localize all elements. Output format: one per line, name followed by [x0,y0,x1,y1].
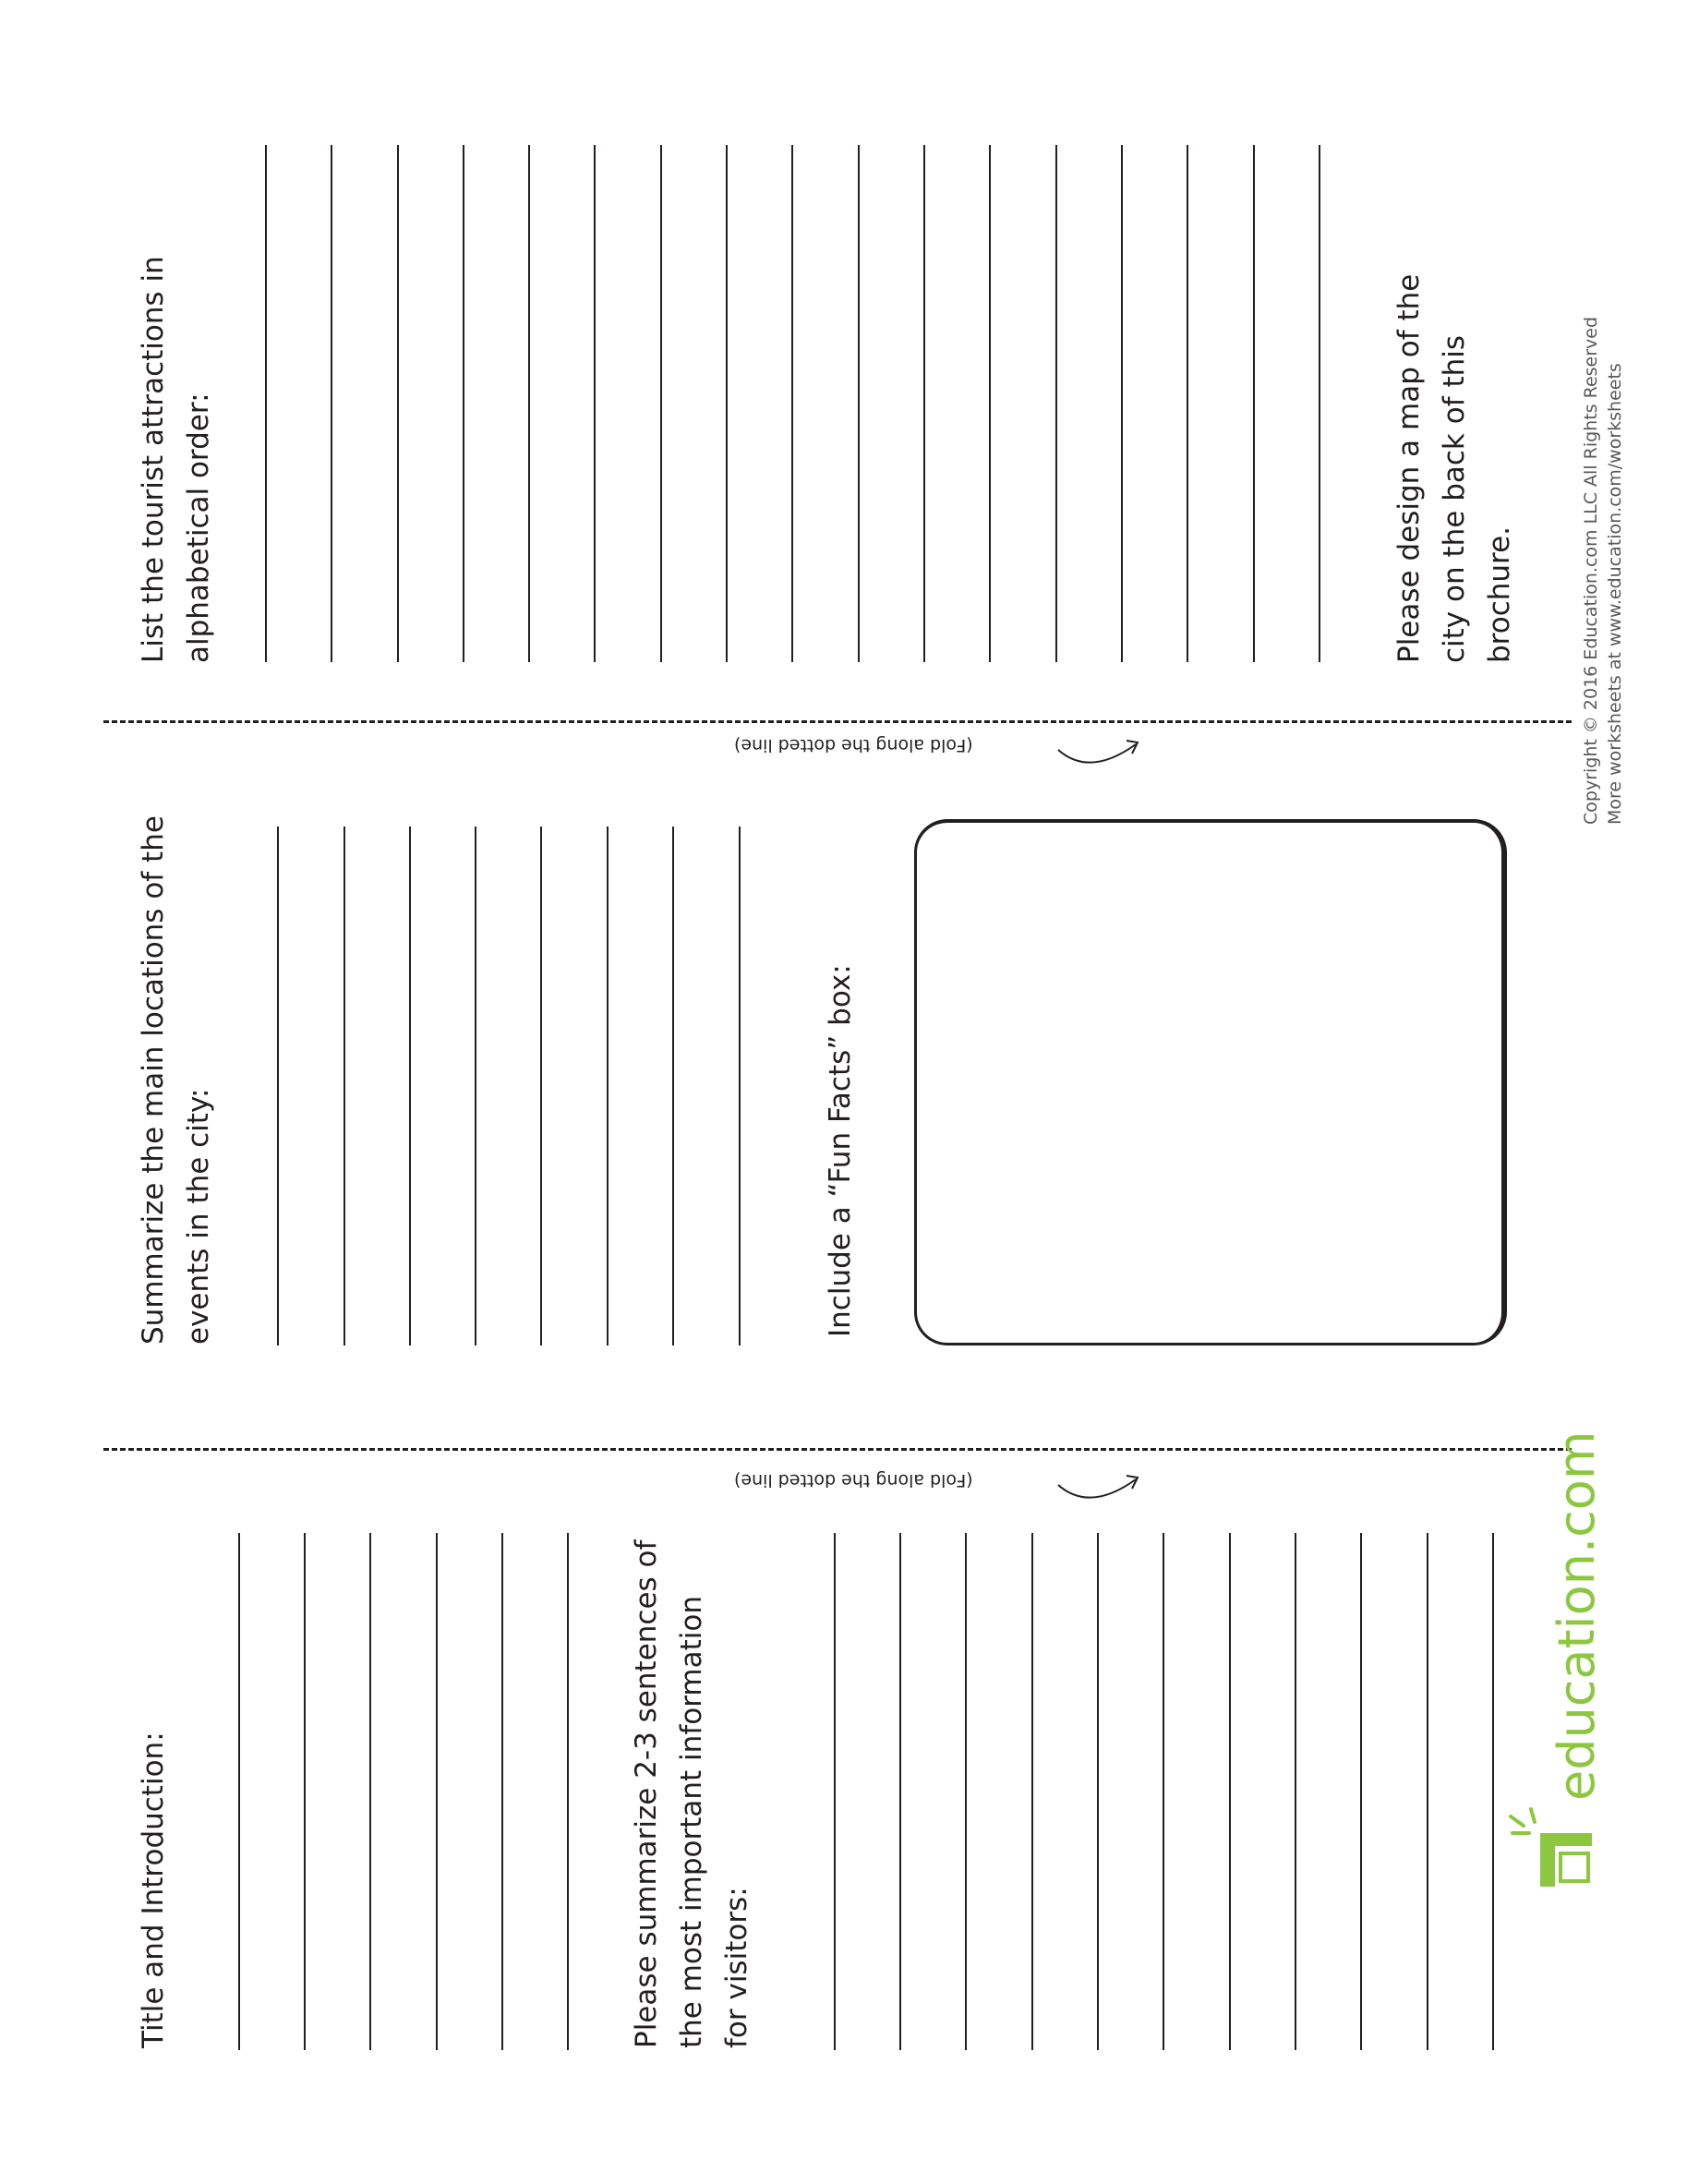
prompt-summarize-info: Please summarize 2-3 sentences of the most important information for visitors: [630,1539,753,2048]
curved-arrow-icon [1053,1465,1145,1511]
prompt-map-design: Please design a map of the city on the back of this brochure. [1392,273,1516,663]
logo-text-main: education [1548,1553,1606,1801]
prompt-fun-facts: Include a “Fun Facts” box: [824,964,857,1337]
fun-facts-box[interactable] [914,819,1507,1345]
prompt-title-introduction: Title and Introduction: [137,1732,170,2048]
fold-note-bottom: (Fold along the dotted line) [734,1470,973,1490]
prompt-tourist-attractions: List the tourist attractions in alphabetical order: [137,256,215,663]
education-logo-icon [1503,1805,1605,1893]
curved-arrow-icon [1053,730,1145,776]
fold-line-bottom [103,1448,1572,1451]
education-logo [1548,1431,1606,1801]
logo-text-suffix: .com [1548,1430,1606,1554]
copyright-notice: Copyright © 2016 Education.com LLC All Rights Reserved More worksheets at www.education.com/worksheets [1581,316,1625,825]
fold-line-top [103,720,1572,723]
fold-note-top: (Fold along the dotted line) [734,735,973,755]
prompt-summarize-locations: Summarize the main locations of the events in the city: [137,815,215,1345]
